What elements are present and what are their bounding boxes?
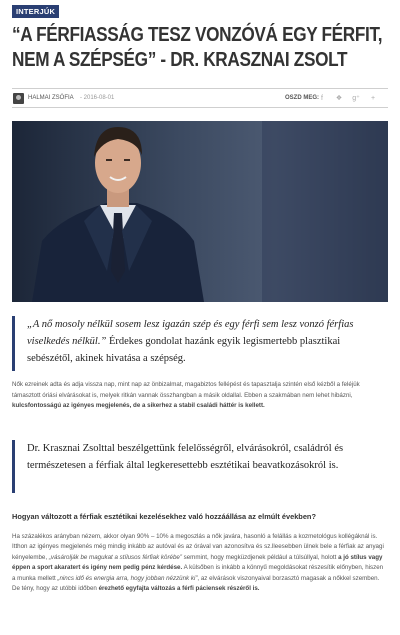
quote1-italic: „A nő mosoly nélkül sosem lesz igazán szép és egy férfi sem lesz vonzó férfias viselkedés nélkül.” xyxy=(27,319,354,347)
publish-date: - 2016-08-01 xyxy=(80,95,115,101)
p2-f: „nincs idő és energia arra, hogy jobban nézzünk ki” xyxy=(57,574,198,582)
p2-e: A külsőben is inkább a könnyű megoldásokat részesítik előnyben, hiszen a munka mellett xyxy=(12,564,384,582)
p2-b: „vásárolják be magukat a stílusos férfiak körébe” xyxy=(48,553,182,561)
share-icons xyxy=(317,93,378,104)
p2-h: érezhető egyfajta változás a férfi páciensek részéről is. xyxy=(98,585,260,593)
quote1-rest: Érdekes gondolat hazánk egyik legismertebb plasztikai sebészétől, akinek hivatása a szépség. xyxy=(27,336,341,364)
p1-bold: kulcsfontosságú az igényes megjelenés, de a sikerhez a stabil családi háttér is kellett. xyxy=(12,402,265,409)
article-title: “A FÉRFIASSÁG TESZ VONZÓVÁ EGY FÉRFIT, NEM A SZÉPSÉG” - DR. KRASZNAI ZSOLT xyxy=(12,24,383,71)
intro-paragraph xyxy=(12,380,388,412)
p2-a: Ha százalékos arányban nézem, akkor olyan 90% – 10% a megoszlás a nők javára, hasonló a felállás a kozmetológus kollégáknál is. Itthon az igényes megjelenés még mindig inkább az autóval és az órával van azonosítva és sz.lleesebben ülnek bele a férfiak az anyagi kényelembe, xyxy=(12,533,384,561)
portrait-illustration xyxy=(12,121,388,302)
category-badge[interactable]: INTERJÚK xyxy=(12,5,59,18)
p2-c: semmint, hogy megküzdjenek például a túlsúllyal, holott xyxy=(181,553,339,561)
facebook-icon[interactable]: f xyxy=(321,95,323,102)
p2-d: a jó stílus vagy éppen a sport akaratert és igény nem pedig pénz kérdése. xyxy=(12,553,383,572)
question-heading: Hogyan változott a férfiak esztétikai kezelésekhez való hozzáállása az elmúlt években? xyxy=(12,512,316,521)
pull-quote-summary: Dr. Krasznai Zsolttal beszélgettünk felelősségről, elvárásokról, családról és természetesen a férfiak által legkeresettebb esztétikai beavatkozásokról is. xyxy=(12,440,388,493)
answer-paragraph xyxy=(12,532,388,594)
hero-photo xyxy=(12,121,388,302)
pull-quote-intro xyxy=(12,316,388,371)
googleplus-icon[interactable]: g⁺ xyxy=(352,95,360,102)
author-avatar xyxy=(13,93,24,104)
article xyxy=(12,0,388,635)
more-icon[interactable]: + xyxy=(370,95,376,102)
p1-text: Nők ezreinek adta és adja vissza nap, mint nap az önbizalmat, magabiztos fellépést és tapasztalja szintén első kézből a feléjük támasztott óriási elvárásokat is, melyek ritkán vannak összhangban a másik oldallal. Ebben a szakmában nem lehet hibázni, xyxy=(12,381,360,399)
twitter-icon[interactable]: ❖ xyxy=(335,95,343,102)
author-name[interactable]: HALMAI ZSÓFIA xyxy=(28,95,74,101)
share-label: OSZD MEG: xyxy=(285,95,319,101)
article-meta-bar xyxy=(12,88,388,108)
p2-g: , az elvárások viszonyaival borzasztó magasak a nőkkel szemben. De tény, hogy az utóbbi időben xyxy=(12,574,380,593)
